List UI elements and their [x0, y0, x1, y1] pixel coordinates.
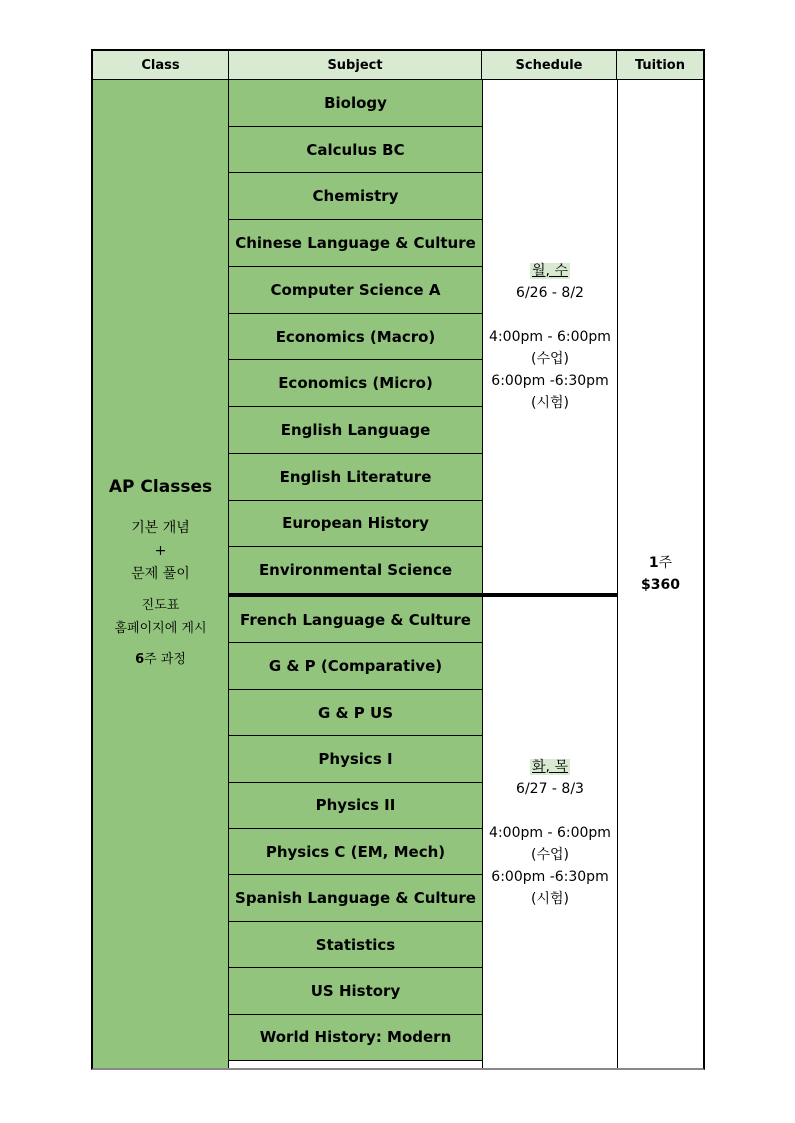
subject-cell: English Language [229, 407, 482, 454]
schedule-days-highlight: 화, 목 [532, 758, 568, 775]
subject-cell: French Language & Culture [229, 597, 482, 643]
subject-cell: Physics I [229, 736, 482, 782]
schedule-cell-session2 [482, 597, 617, 1068]
subject-group-1 [229, 80, 482, 597]
subject-cell: Spanish Language & Culture [229, 875, 482, 921]
subject-cell: Computer Science A [229, 267, 482, 314]
schedule-time2: 6:00pm -6:30pm [491, 372, 609, 389]
subject-cell: G & P (Comparative) [229, 643, 482, 689]
subject-cell: English Literature [229, 454, 482, 501]
subject-cell: Biology [229, 80, 482, 127]
class-note-line: 홈페이지에 게시 [114, 621, 207, 636]
class-course-length [135, 648, 186, 671]
header-class: Class [93, 51, 229, 79]
tuition-duration-suffix: 주 [658, 555, 673, 571]
subject-cell: Statistics [229, 922, 482, 968]
schedule-dates: 6/27 - 8/3 [516, 780, 584, 797]
subject-cell: Chinese Language & Culture [229, 220, 482, 267]
schedule-time2-label: (시험) [531, 394, 569, 411]
subject-cell: European History [229, 501, 482, 548]
schedule-time1: 4:00pm - 6:00pm [489, 328, 611, 345]
header-schedule: Schedule [482, 51, 617, 79]
course-weeks-suffix: 주 과정 [144, 652, 186, 667]
subject-cell: Calculus BC [229, 127, 482, 174]
course-weeks-number: 6 [135, 652, 145, 667]
schedule-days [530, 260, 570, 282]
tuition-duration [649, 552, 672, 574]
schedule-days [530, 756, 570, 778]
subject-cell: Physics II [229, 783, 482, 829]
subject-cell: World History: Modern [229, 1015, 482, 1061]
class-desc-plus: + [154, 543, 167, 559]
class-desc-line: 기본 개념 [131, 520, 190, 536]
subject-group-2 [229, 597, 482, 1068]
class-desc-line: 문제 풀이 [131, 566, 190, 582]
subject-cell: Environmental Science [229, 547, 482, 593]
tuition-price: $360 [641, 577, 680, 593]
subject-cell: US History [229, 968, 482, 1014]
subject-cell: Economics (Micro) [229, 360, 482, 407]
schedule-time1-label: (수업) [531, 846, 569, 863]
class-cell [93, 80, 229, 1068]
schedule-time2-label: (시험) [531, 890, 569, 907]
schedule-time1: 4:00pm - 6:00pm [489, 824, 611, 841]
subject-cell: Physics C (EM, Mech) [229, 829, 482, 875]
header-subject: Subject [229, 51, 482, 79]
header-tuition: Tuition [617, 51, 703, 79]
schedule-time1-label: (수업) [531, 350, 569, 367]
class-note-line: 진도표 [141, 598, 180, 613]
tuition-cell [617, 80, 703, 1068]
class-title: AP Classes [108, 477, 213, 497]
schedule-dates: 6/26 - 8/2 [516, 284, 584, 301]
table-body [93, 80, 703, 1068]
tuition-duration-number: 1 [648, 555, 659, 571]
class-schedule-table [91, 49, 705, 1070]
subject-cell: Chemistry [229, 173, 482, 220]
subject-cell: G & P US [229, 690, 482, 736]
schedule-cell-session1 [482, 80, 617, 597]
schedule-time2: 6:00pm -6:30pm [491, 868, 609, 885]
schedule-days-highlight: 월, 수 [532, 262, 568, 279]
table-header-row [93, 51, 703, 80]
subject-cell: Economics (Macro) [229, 314, 482, 361]
